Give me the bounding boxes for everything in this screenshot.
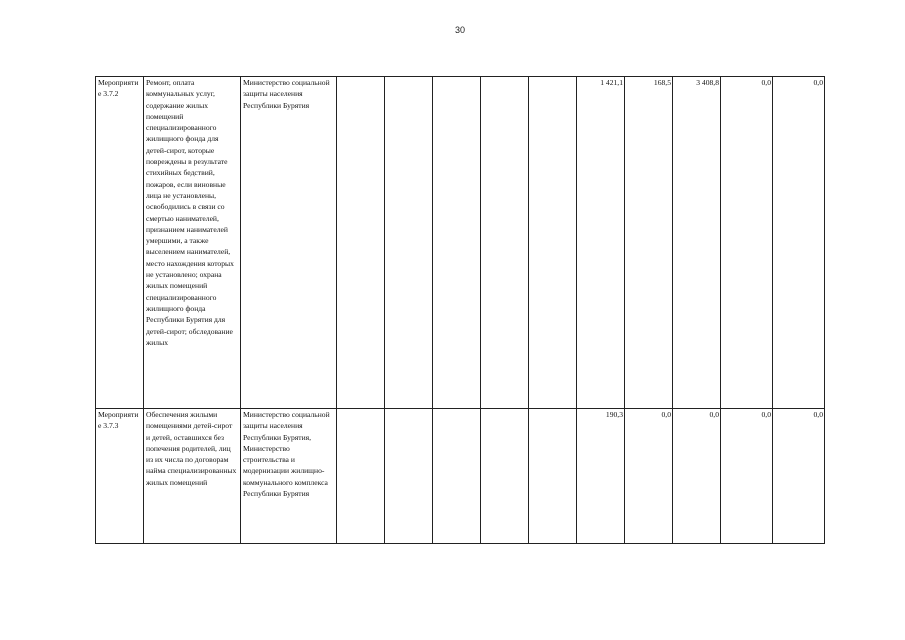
empty-cell bbox=[529, 77, 577, 409]
empty-cell bbox=[433, 77, 481, 409]
empty-cell bbox=[337, 77, 385, 409]
executor-cell: Министерство социальной защиты населения Республики Бурятия, Министерство строительства и модернизации жилищно-коммунального комплекса Республики Бурятия bbox=[241, 409, 337, 544]
executor-cell: Министерство социальной защиты населения Республики Бурятия bbox=[241, 77, 337, 409]
page-number: 30 bbox=[454, 25, 465, 35]
empty-cell bbox=[433, 409, 481, 544]
value-cell: 0,0 bbox=[773, 409, 825, 544]
program-table bbox=[95, 76, 825, 544]
empty-cell bbox=[385, 409, 433, 544]
value-cell: 168,5 bbox=[625, 77, 673, 409]
event-code-cell: Мероприятие 3.7.2 bbox=[96, 77, 144, 409]
value-cell: 0,0 bbox=[773, 77, 825, 409]
table-row bbox=[96, 409, 825, 544]
event-code-cell: Мероприятие 3.7.3 bbox=[96, 409, 144, 544]
empty-cell bbox=[385, 77, 433, 409]
empty-cell bbox=[337, 409, 385, 544]
value-cell: 0,0 bbox=[673, 409, 721, 544]
value-cell: 0,0 bbox=[721, 409, 773, 544]
value-cell: 190,3 bbox=[577, 409, 625, 544]
table-row bbox=[96, 77, 825, 409]
empty-cell bbox=[529, 409, 577, 544]
value-cell: 0,0 bbox=[625, 409, 673, 544]
empty-cell bbox=[481, 77, 529, 409]
value-cell: 1 421,1 bbox=[577, 77, 625, 409]
empty-cell bbox=[481, 409, 529, 544]
value-cell: 0,0 bbox=[721, 77, 773, 409]
event-description-cell: Ремонт, оплата коммунальных услуг, содержание жилых помещений специализированного жилищного фонда для детей-сирот, которые повреждены в результате стихийных бедствий, пожаров, если виновные лица не установлены, освободились в связи со смертью нанимателей, признанием нанимателей умершими, а также выселением нанимателей, место нахождения которых не установлено; охрана жилых помещений специализированного жилищного фонда Республики Бурятия для детей-сирот; обследование жилых bbox=[144, 77, 241, 409]
value-cell: 3 408,8 bbox=[673, 77, 721, 409]
event-description-cell: Обеспечения жилыми помещениями детей-сирот и детей, оставшихся без попечения родителей, лиц из их числа по договорам найма специализированных жилых помещений bbox=[144, 409, 241, 544]
